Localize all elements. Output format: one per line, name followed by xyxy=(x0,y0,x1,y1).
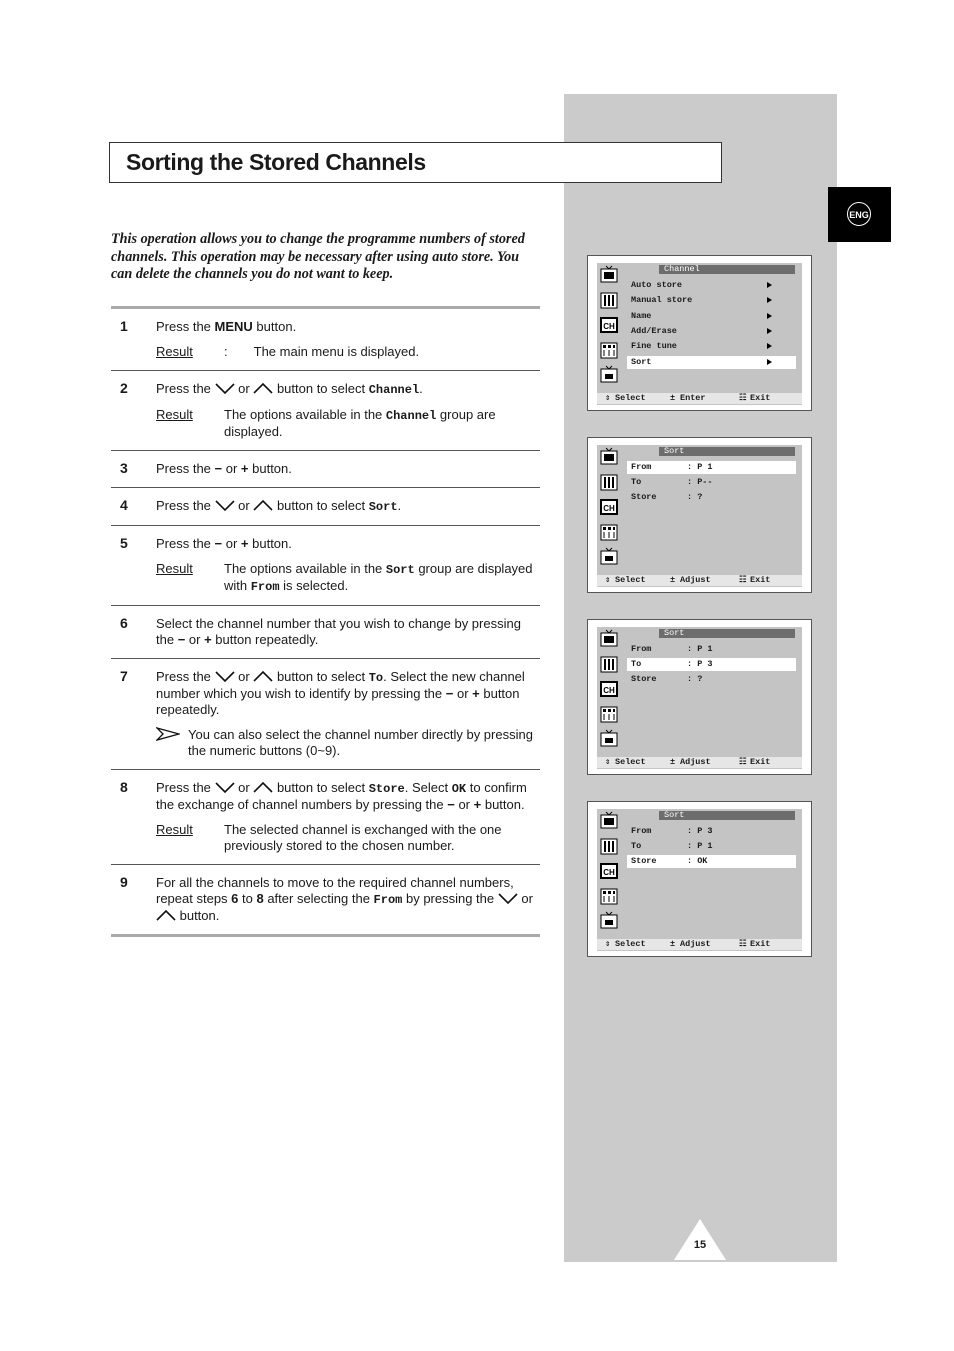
text: or xyxy=(234,381,254,396)
text: The options available in the xyxy=(224,407,386,422)
step-number: 5 xyxy=(120,535,128,551)
text: button. xyxy=(252,319,297,334)
plusminus-icon: ± xyxy=(670,393,676,403)
code-text: OK xyxy=(451,782,467,796)
row-label: To xyxy=(631,841,642,851)
step-9 xyxy=(111,864,540,934)
text: button repeatedly. xyxy=(156,686,520,717)
osd-row-selected xyxy=(627,855,796,868)
plus-key: + xyxy=(472,686,480,701)
row-label: Store xyxy=(631,674,657,684)
down-arrow-icon xyxy=(215,500,235,511)
svg-text:CH: CH xyxy=(603,686,615,695)
plus-key: + xyxy=(204,632,212,647)
result-text xyxy=(224,561,534,595)
step-number: 9 xyxy=(120,874,128,890)
text: or xyxy=(234,669,254,684)
channel-ch-icon xyxy=(599,497,619,517)
step-8 xyxy=(111,769,540,864)
osd-row xyxy=(627,840,796,853)
footer-label: Adjust xyxy=(680,939,711,949)
osd-body xyxy=(597,627,802,769)
tv-picture-icon xyxy=(599,629,619,649)
code-text: From xyxy=(373,893,403,907)
result-row: Result : The main menu is displayed. xyxy=(156,344,420,359)
tv-picture-icon xyxy=(599,265,619,285)
row-label: To xyxy=(631,659,642,669)
row-value: : ? xyxy=(687,674,703,684)
osd-icon-column xyxy=(599,445,621,587)
text: button to select xyxy=(273,381,369,396)
plus-key: + xyxy=(473,797,482,812)
text: is selected. xyxy=(279,578,349,593)
plusminus-icon: ± xyxy=(670,757,676,767)
row-value: : P 1 xyxy=(687,841,713,851)
step-text xyxy=(156,536,534,552)
menu-icon: ☷ xyxy=(739,393,747,403)
text: Press the xyxy=(156,461,215,476)
osd-body xyxy=(597,809,802,951)
updown-icon: ⇕ xyxy=(605,393,611,403)
minus-key: − xyxy=(447,797,455,812)
row-label: From xyxy=(631,462,652,472)
setup-icon xyxy=(599,886,619,906)
step-ref: 6 xyxy=(231,891,239,906)
text: button to select xyxy=(273,780,369,795)
osd-header: Sort xyxy=(659,629,795,638)
language-badge: ENG xyxy=(847,202,871,226)
row-label: Store xyxy=(631,492,657,502)
text: to confirm the exchange of channel numbers by pressing the xyxy=(156,780,527,812)
text: or xyxy=(517,891,533,906)
text: by pressing the xyxy=(402,891,498,906)
menu-icon: ☷ xyxy=(739,757,747,767)
result-label: Result xyxy=(156,344,193,359)
note-row xyxy=(156,727,534,759)
row-label: Auto store xyxy=(631,280,683,290)
sound-equalizer-icon xyxy=(599,654,619,674)
step-text xyxy=(156,461,534,477)
text: or xyxy=(234,498,254,513)
sound-equalizer-icon xyxy=(599,472,619,492)
step-text xyxy=(156,381,534,398)
step-4 xyxy=(111,487,540,525)
footer-label: Adjust xyxy=(680,757,711,767)
osd-row xyxy=(627,325,796,338)
steps-table xyxy=(111,306,540,937)
step-5 xyxy=(111,525,540,605)
osd-row xyxy=(627,491,796,504)
sound-equalizer-icon xyxy=(599,836,619,856)
step-number: 8 xyxy=(120,779,128,795)
text: to xyxy=(238,891,257,906)
step-7 xyxy=(111,658,540,769)
osd-row xyxy=(627,340,796,353)
osd-row xyxy=(627,476,796,489)
intro-text: This operation allows you to change the programme numbers of stored channels. This operation may be necessary after using auto store. You can delete the channels you do not want to keep. xyxy=(111,231,525,283)
row-label: Name xyxy=(631,311,652,321)
up-arrow-icon xyxy=(253,782,273,793)
text: or xyxy=(185,632,205,647)
osd-row xyxy=(627,673,796,686)
result-label: Result xyxy=(156,822,193,837)
text: Press the xyxy=(156,669,215,684)
minus-key: − xyxy=(445,686,454,701)
result-row xyxy=(156,822,534,854)
down-arrow-icon xyxy=(215,671,235,682)
up-arrow-icon xyxy=(253,383,273,394)
step-6 xyxy=(111,605,540,658)
right-triangle-icon xyxy=(767,313,772,319)
plus-key: + xyxy=(240,536,249,551)
osd-row xyxy=(627,643,796,656)
svg-text:CH: CH xyxy=(603,504,615,513)
page-title: Sorting the Stored Channels xyxy=(126,149,426,175)
result-row xyxy=(156,561,534,595)
right-triangle-icon xyxy=(767,359,772,365)
osd-footer xyxy=(597,575,802,586)
osd-body xyxy=(597,445,802,587)
osd-header: Channel xyxy=(659,265,795,274)
text: Press the xyxy=(156,536,215,551)
text: . xyxy=(397,498,402,513)
code-text: From xyxy=(250,580,280,594)
tv-picture-icon xyxy=(599,811,619,831)
code-text: Sort xyxy=(385,563,415,577)
text: or xyxy=(453,686,473,701)
osd-row-selected xyxy=(627,658,796,671)
right-triangle-icon xyxy=(767,282,772,288)
up-arrow-icon xyxy=(253,671,273,682)
footer-label: Exit xyxy=(750,939,771,949)
setup-icon xyxy=(599,704,619,724)
channel-ch-icon xyxy=(599,315,619,335)
row-label: Add/Erase xyxy=(631,326,677,336)
setup-icon xyxy=(599,340,619,360)
minus-key: − xyxy=(214,461,223,476)
language-tab xyxy=(828,187,891,242)
result-text: The selected channel is exchanged with the one previously stored to the chosen number. xyxy=(224,822,502,853)
text: button. xyxy=(176,908,220,923)
footer-label: Enter xyxy=(680,393,706,403)
menu-icon: ☷ xyxy=(739,939,747,949)
step-3 xyxy=(111,450,540,487)
footer-label: Exit xyxy=(750,393,771,403)
osd-row xyxy=(627,294,796,307)
osd-row xyxy=(627,310,796,323)
result-text xyxy=(224,407,534,440)
osd-icon-column xyxy=(599,263,621,405)
plusminus-icon: ± xyxy=(670,939,676,949)
step-1 xyxy=(111,309,540,370)
text: . Select xyxy=(404,780,452,795)
footer-label: Select xyxy=(615,393,646,403)
osd-footer xyxy=(597,939,802,950)
osd-icon-column xyxy=(599,627,621,769)
osd-row xyxy=(627,279,796,292)
footer-label: Select xyxy=(615,939,646,949)
text: or xyxy=(222,536,241,551)
plus-key: + xyxy=(240,461,249,476)
step-number: 4 xyxy=(120,497,128,513)
page-number: 15 xyxy=(693,1239,707,1251)
text: Press the xyxy=(156,319,215,334)
text: . xyxy=(419,381,423,396)
text: Press the xyxy=(156,498,215,513)
step-number: 7 xyxy=(120,668,128,684)
input-icon xyxy=(599,365,619,385)
osd-screen-sort-1 xyxy=(587,437,812,593)
setup-icon xyxy=(599,522,619,542)
row-label: Fine tune xyxy=(631,341,677,351)
tv-picture-icon xyxy=(599,447,619,467)
code-text: Sort xyxy=(368,500,398,514)
menu-key: MENU xyxy=(214,319,253,334)
osd-screen-sort-3 xyxy=(587,801,812,957)
row-value: : P-- xyxy=(687,477,713,487)
updown-icon: ⇕ xyxy=(605,575,611,585)
osd-row-selected xyxy=(627,356,796,369)
down-arrow-icon xyxy=(498,893,518,904)
minus-key: − xyxy=(214,536,223,551)
text: For all the channels to move to the required channel numbers, repeat steps xyxy=(156,875,514,906)
row-value: : P 1 xyxy=(687,644,713,654)
row-label: From xyxy=(631,826,652,836)
step-text xyxy=(156,780,534,813)
svg-text:CH: CH xyxy=(603,868,615,877)
right-triangle-icon xyxy=(767,297,772,303)
text: or xyxy=(454,797,474,812)
osd-row xyxy=(627,825,796,838)
channel-ch-icon xyxy=(599,679,619,699)
code-text: Channel xyxy=(385,409,437,423)
row-label: From xyxy=(631,644,652,654)
text: or xyxy=(234,780,254,795)
code-text: To xyxy=(368,671,384,685)
row-label: Store xyxy=(631,856,657,866)
footer-label: Select xyxy=(615,575,646,585)
right-triangle-icon xyxy=(767,328,772,334)
step-text xyxy=(156,498,534,515)
osd-screen-sort-2 xyxy=(587,619,812,775)
text: . Select the new channel number which you wish to identify by pressing the xyxy=(156,669,525,701)
step-2 xyxy=(111,370,540,450)
step-number: 3 xyxy=(120,460,128,476)
up-arrow-icon xyxy=(156,910,176,921)
text: group are displayed with xyxy=(224,561,533,593)
text: Press the xyxy=(156,780,215,795)
step-number: 2 xyxy=(120,380,128,396)
step-ref: 8 xyxy=(256,891,264,906)
footer-label: Exit xyxy=(750,575,771,585)
up-arrow-icon xyxy=(253,500,273,511)
osd-footer xyxy=(597,757,802,768)
text: Select the channel number that you wish to change by pressing the xyxy=(156,616,521,647)
text: button. xyxy=(248,536,292,551)
plusminus-icon: ± xyxy=(670,575,676,585)
updown-icon: ⇕ xyxy=(605,757,611,767)
step-text xyxy=(156,875,534,924)
footer-label: Adjust xyxy=(680,575,711,585)
row-value: : P 1 xyxy=(687,462,713,472)
result-label: Result xyxy=(156,561,193,576)
note-arrow-icon xyxy=(156,727,188,759)
osd-body xyxy=(597,263,802,405)
sound-equalizer-icon xyxy=(599,290,619,310)
text: button repeatedly. xyxy=(211,632,319,647)
text: button to select xyxy=(273,498,369,513)
text: Press the xyxy=(156,381,215,396)
osd-screen-channel xyxy=(587,255,812,411)
osd-icon-column xyxy=(599,809,621,951)
row-value: : ? xyxy=(687,492,703,502)
text: after selecting the xyxy=(263,891,374,906)
updown-icon: ⇕ xyxy=(605,939,611,949)
step-text xyxy=(156,669,534,718)
channel-ch-icon xyxy=(599,861,619,881)
step-number: 1 xyxy=(120,318,128,334)
input-icon xyxy=(599,911,619,931)
result-label: Result xyxy=(156,407,193,422)
step-number: 6 xyxy=(120,615,128,631)
text: group are displayed. xyxy=(224,407,496,439)
osd-footer xyxy=(597,393,802,404)
result-text: The main menu is displayed. xyxy=(253,344,420,359)
text: button to select xyxy=(273,669,369,684)
result-row xyxy=(156,407,534,440)
title-box xyxy=(109,142,722,183)
down-arrow-icon xyxy=(215,782,235,793)
right-triangle-icon xyxy=(767,343,772,349)
note-text: You can also select the channel number directly by pressing the numeric buttons (0~9). xyxy=(188,727,533,758)
down-arrow-icon xyxy=(215,383,235,394)
code-text: Store xyxy=(368,782,405,796)
row-value: : P 3 xyxy=(687,826,713,836)
row-label: Sort xyxy=(631,357,652,367)
osd-header: Sort xyxy=(659,811,795,820)
osd-header: Sort xyxy=(659,447,795,456)
row-label: Manual store xyxy=(631,295,693,305)
text: or xyxy=(222,461,241,476)
text: The options available in the xyxy=(224,561,386,576)
footer-label: Select xyxy=(615,757,646,767)
text: button. xyxy=(248,461,292,476)
footer-label: Exit xyxy=(750,757,771,767)
step-text xyxy=(156,319,534,335)
input-icon xyxy=(599,729,619,749)
row-value: : P 3 xyxy=(687,659,713,669)
text: button. xyxy=(481,797,525,812)
code-text: Channel xyxy=(368,383,420,397)
row-label: To xyxy=(631,477,642,487)
minus-key: − xyxy=(177,632,186,647)
svg-text:CH: CH xyxy=(603,322,615,331)
input-icon xyxy=(599,547,619,567)
osd-row-selected xyxy=(627,461,796,474)
menu-icon: ☷ xyxy=(739,575,747,585)
step-text xyxy=(156,616,534,648)
row-value: : OK xyxy=(687,856,708,866)
